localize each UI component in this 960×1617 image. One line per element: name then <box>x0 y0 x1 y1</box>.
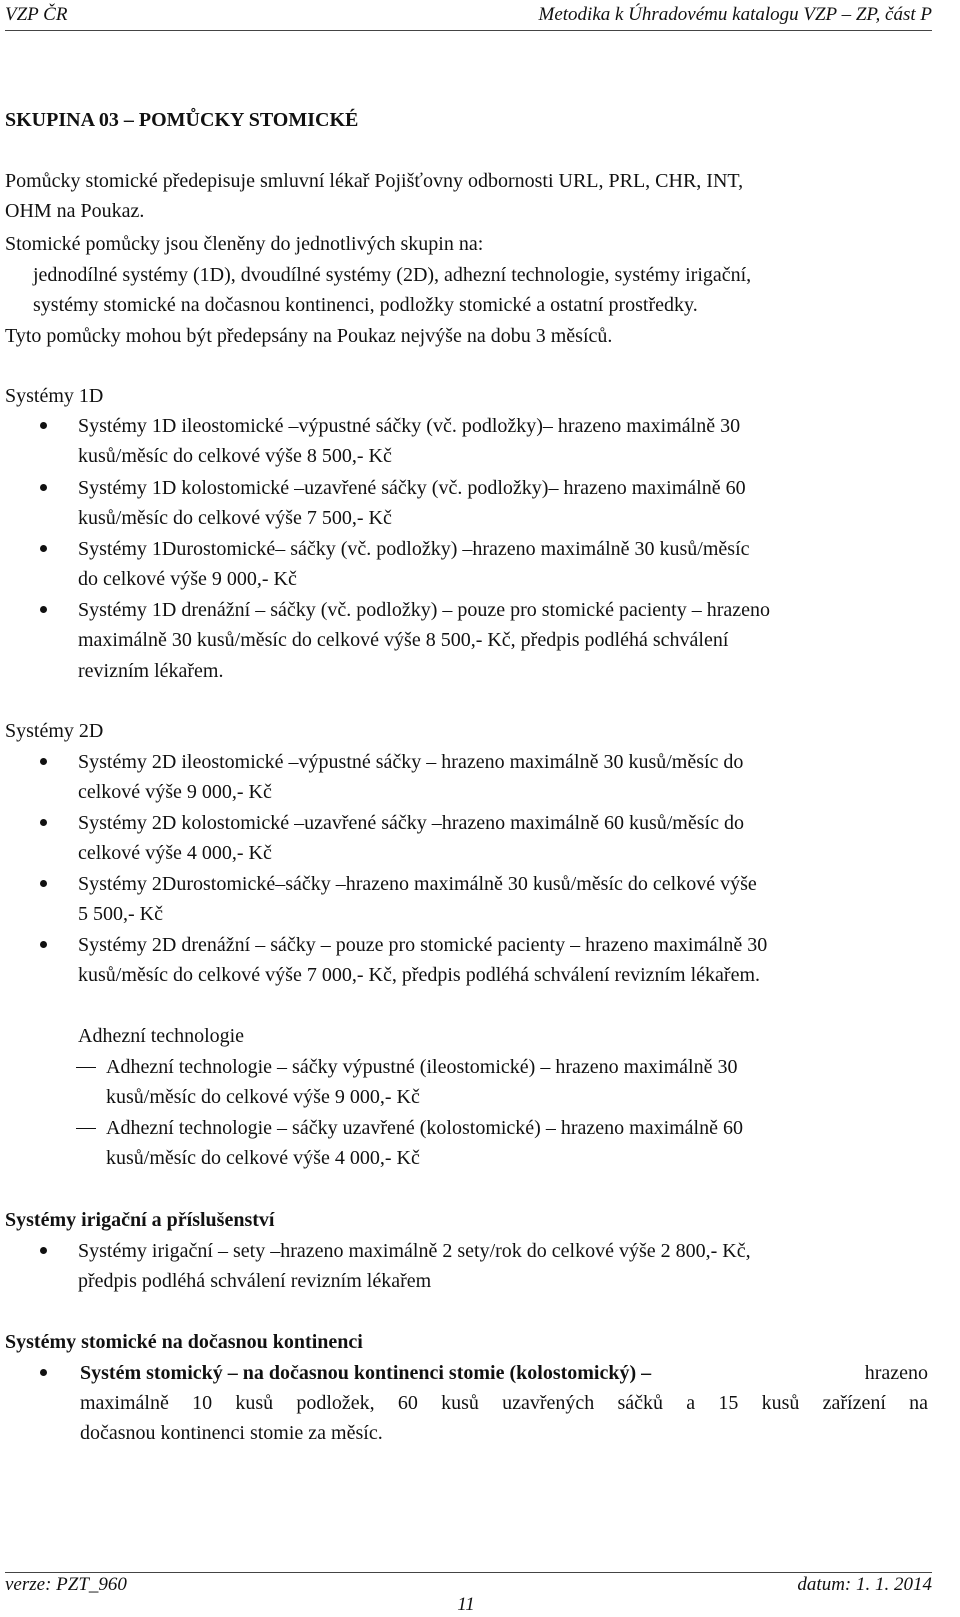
list-item: Systémy 2Durostomické–sáčky –hrazeno maximálně 30 kusů/měsíc do celkové výše <box>78 873 757 895</box>
list-item: Systémy 1D drenážní – sáčky (vč. podložky) – pouze pro stomické pacienty – hrazeno <box>78 599 771 621</box>
bullet-icon <box>40 880 47 887</box>
list-item: Adhezní technologie – sáčky uzavřené (kolostomické) – hrazeno maximálně 60 <box>106 1117 743 1139</box>
bullet-icon <box>40 758 47 765</box>
list-item: předpis podléhá schválení revizním lékařem <box>78 1270 432 1292</box>
list-item: Systémy 1D ileostomické –výpustné sáčky (vč. podložky)– hrazeno maximálně 30 <box>78 415 741 437</box>
list-item: Systémy irigační – sety –hrazeno maximálně 2 sety/rok do celkové výše 2 800,- Kč, <box>78 1240 751 1262</box>
list-item <box>80 1358 928 1388</box>
intro-line: OHM na Poukaz. <box>5 200 145 222</box>
list-item: Systémy 1Durostomické– sáčky (vč. podložky) –hrazeno maximálně 30 kusů/měsíc <box>78 538 750 560</box>
bullet-icon <box>40 819 47 826</box>
list-item: Adhezní technologie – sáčky výpustné (ileostomické) – hrazeno maximálně 30 <box>106 1056 738 1078</box>
bullet-icon <box>40 422 47 429</box>
header-rule <box>5 30 932 31</box>
list-item: maximálně 30 kusů/měsíc do celkové výše 8 500,- Kč, předpis podléhá schválení <box>78 629 729 651</box>
section-heading-2d: Systémy 2D <box>5 720 104 742</box>
list-item: kusů/měsíc do celkové výše 7 500,- Kč <box>78 507 392 529</box>
page-title: SKUPINA 03 – POMŮCKY STOMICKÉ <box>5 109 359 131</box>
bullet-icon <box>40 1369 47 1376</box>
list-item: kusů/měsíc do celkové výše 8 500,- Kč <box>78 445 392 467</box>
bullet-icon <box>40 1247 47 1254</box>
list-item: kusů/měsíc do celkové výše 7 000,- Kč, předpis podléhá schválení revizním lékařem. <box>78 964 761 986</box>
intro-line: jednodílné systémy (1D), dvoudílné systémy (2D), adhezní technologie, systémy irigační, <box>33 264 752 286</box>
dash-icon <box>76 1067 96 1068</box>
kont-rest-text: hrazeno <box>864 1362 928 1384</box>
list-item: Systémy 1D kolostomické –uzavřené sáčky (vč. podložky)– hrazeno maximálně 60 <box>78 477 746 499</box>
header-left: VZP ČR <box>5 4 68 25</box>
list-item: dočasnou kontinenci stomie za měsíc. <box>80 1422 383 1444</box>
header-right: Metodika k Úhradovému katalogu VZP – ZP, část P <box>538 4 932 25</box>
footer-version: verze: PZT_960 <box>5 1574 127 1595</box>
page-number: 11 <box>457 1594 475 1615</box>
list-item: kusů/měsíc do celkové výše 4 000,- Kč <box>106 1147 420 1169</box>
bullet-icon <box>40 484 47 491</box>
footer-date: datum: 1. 1. 2014 <box>797 1574 932 1595</box>
list-item: maximálně 10 kusů podložek, 60 kusů uzavřených sáčků a 15 kusů zařízení na <box>80 1392 928 1414</box>
intro-line: Tyto pomůcky mohou být předepsány na Poukaz nejvýše na dobu 3 měsíců. <box>5 325 613 347</box>
list-item: celkové výše 9 000,- Kč <box>78 781 272 803</box>
kont-bold-text: Systém stomický – na dočasnou kontinenci stomie (kolostomický) – <box>80 1362 652 1384</box>
list-item: Systémy 2D kolostomické –uzavřené sáčky –hrazeno maximálně 60 kusů/měsíc do <box>78 812 744 834</box>
section-heading-kont: Systémy stomické na dočasnou kontinenci <box>5 1331 363 1353</box>
bullet-icon <box>40 606 47 613</box>
intro-line: systémy stomické na dočasnou kontinenci, podložky stomické a ostatní prostředky. <box>33 294 698 316</box>
dash-icon <box>76 1128 96 1129</box>
intro-line: Stomické pomůcky jsou členěny do jednotlivých skupin na: <box>5 233 484 255</box>
list-item: revizním lékařem. <box>78 660 224 682</box>
section-heading-adhezni: Adhezní technologie <box>78 1025 245 1047</box>
list-item: celkové výše 4 000,- Kč <box>78 842 272 864</box>
list-item: 5 500,- Kč <box>78 903 163 925</box>
list-item: do celkové výše 9 000,- Kč <box>78 568 297 590</box>
bullet-icon <box>40 941 47 948</box>
list-item: Systémy 2D drenážní – sáčky – pouze pro stomické pacienty – hrazeno maximálně 30 <box>78 934 768 956</box>
section-heading-irig: Systémy irigační a příslušenství <box>5 1209 275 1231</box>
intro-line: Pomůcky stomické předepisuje smluvní lékař Pojišťovny odbornosti URL, PRL, CHR, INT, <box>5 170 744 192</box>
list-item: Systémy 2D ileostomické –výpustné sáčky – hrazeno maximálně 30 kusů/měsíc do <box>78 751 744 773</box>
list-item: kusů/měsíc do celkové výše 9 000,- Kč <box>106 1086 420 1108</box>
footer-rule <box>5 1572 932 1573</box>
section-heading-1d: Systémy 1D <box>5 385 104 407</box>
bullet-icon <box>40 545 47 552</box>
